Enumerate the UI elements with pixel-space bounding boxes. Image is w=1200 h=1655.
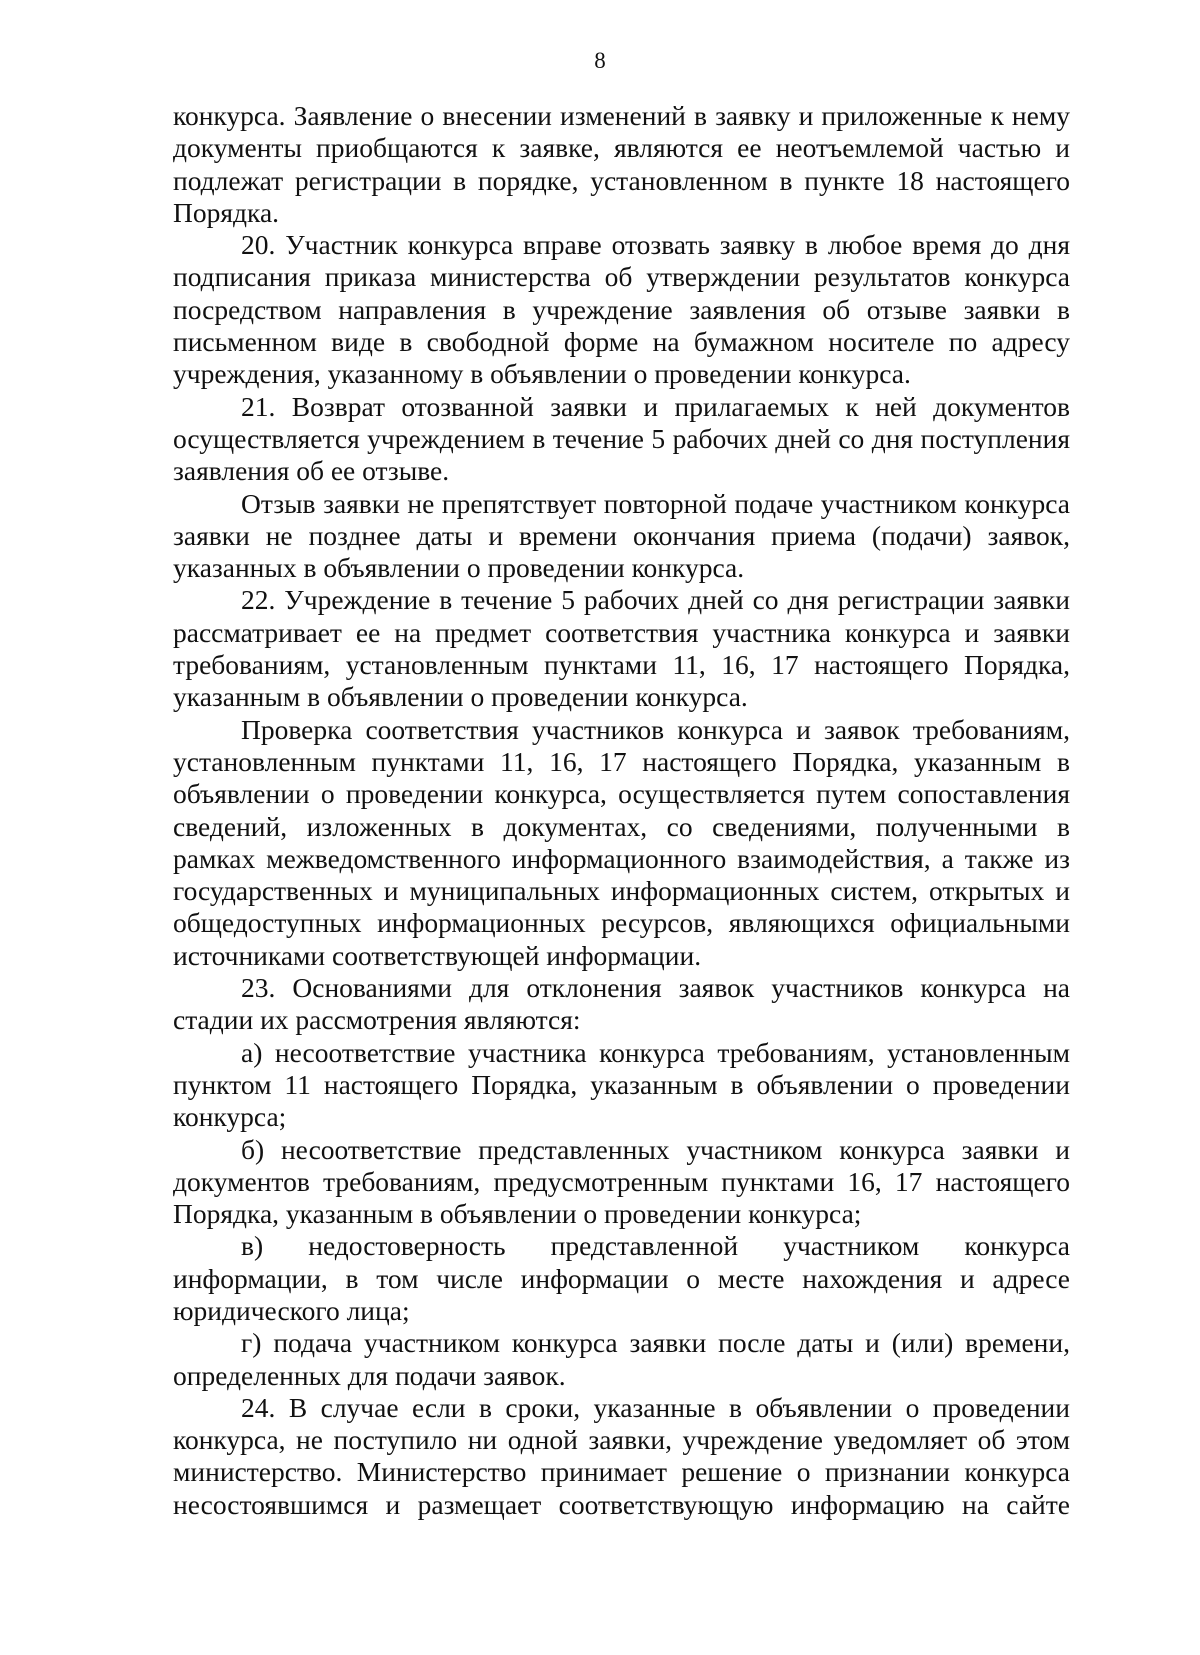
paragraph-continuation: конкурса. Заявление о внесении изменений в заявку и приложенные к нему документы приобщаются к заявке, являются ее неотъемлемой частью и подлежат регистрации в порядке, установленном в пункте 18 настоящего Порядка. (173, 100, 1070, 228)
paragraph-item-23: 23. Основаниями для отклонения заявок участников конкурса на стадии их рассмотрения являются: (173, 972, 1070, 1036)
paragraph-item-20: 20. Участник конкурса вправе отозвать заявку в любое время до дня подписания приказа министерства об утверждении результатов конкурса посредством направления в учреждение заявления об отзыве заявки в письменном виде в свободной форме на бумажном носителе по адресу учреждения, указанному в объявлении о проведении конкурса. (173, 229, 1070, 390)
document-body (173, 100, 1070, 1521)
page-number: 8 (594, 48, 606, 73)
paragraph-subitem-a: а) несоответствие участника конкурса требованиям, установленным пунктом 11 настоящего Порядка, указанным в объявлении о проведении конкурса; (173, 1036, 1070, 1133)
paragraph-subitem-g: г) подача участником конкурса заявки после даты и (или) времени, определенных для подачи заявок. (173, 1327, 1070, 1391)
paragraph-verification: Проверка соответствия участников конкурса и заявок требованиям, установленным пунктами 11, 16, 17 настоящего Порядка, указанным в объявлении о проведении конкурса, осуществляется путем сопоставления сведений, изложенных в документах, со сведениями, полученными в рамках межведомственного информационного взаимодействия, а также из государственных и муниципальных информационных систем, открытых и общедоступных информационных ресурсов, являющихся официальными источниками соответствующей информации. (173, 713, 1070, 971)
paragraph-withdrawal-note: Отзыв заявки не препятствует повторной подаче участником конкурса заявки не позднее даты и времени окончания приема (подачи) заявок, указанных в объявлении о проведении конкурса. (173, 487, 1070, 584)
paragraph-subitem-v: в) недостоверность представленной участником конкурса информации, в том числе информации о месте нахождения и адресе юридического лица; (173, 1230, 1070, 1326)
paragraph-item-22: 22. Учреждение в течение 5 рабочих дней со дня регистрации заявки рассматривает ее на предмет соответствия участника конкурса и заявки требованиям, установленным пунктами 11, 16, 17 настоящего Порядка, указанным в объявлении о проведении конкурса. (173, 584, 1070, 713)
paragraph-item-24: 24. В случае если в сроки, указанные в объявлении о проведении конкурса, не поступило ни одной заявки, учреждение уведомляет об этом министерство. Министерство принимает решение о признании конкурса несостоявшимся и размещает соответствующую информацию на сайте (173, 1391, 1070, 1520)
paragraph-item-21: 21. Возврат отозванной заявки и прилагаемых к ней документов осуществляется учреждением в течение 5 рабочих дней со дня поступления заявления об ее отзыве. (173, 390, 1070, 487)
paragraph-subitem-b: б) несоответствие представленных участником конкурса заявки и документов требованиям, предусмотренным пунктами 16, 17 настоящего Порядка, указанным в объявлении о проведении конкурса; (173, 1133, 1070, 1230)
